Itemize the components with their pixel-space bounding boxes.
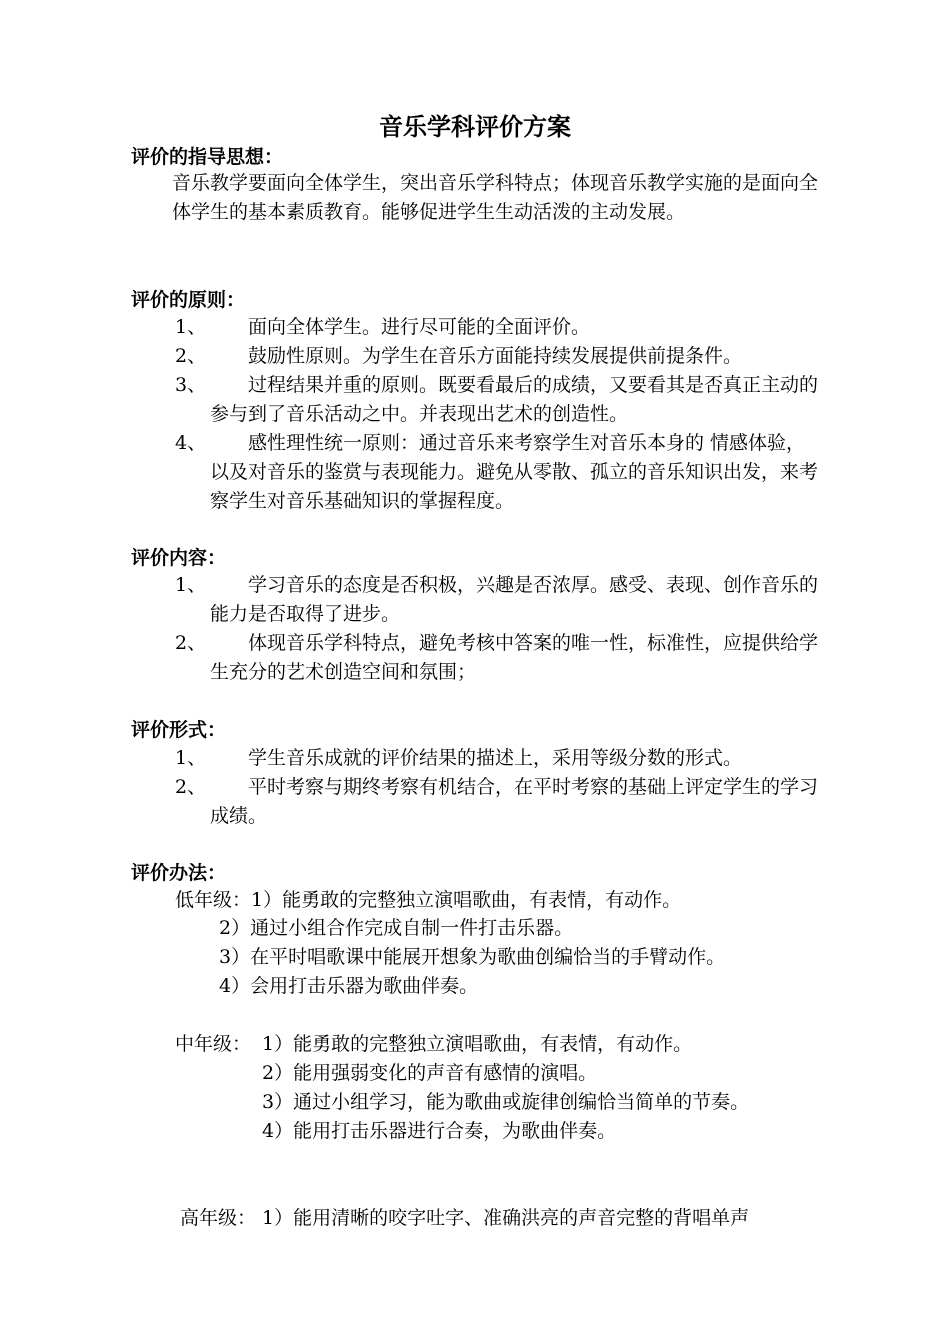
- item-number: 1、: [175, 747, 207, 769]
- content-item: [175, 571, 820, 629]
- mid-grade-line: 3）通过小组学习，能为歌曲或旋律创编恰当简单的节奏。: [262, 1091, 750, 1113]
- content-heading: 评价内容：: [131, 547, 227, 569]
- content-item: [175, 629, 820, 687]
- item-number: 2、: [175, 632, 207, 654]
- guiding-paragraph: 音乐教学要面向全体学生，突出音乐学科特点；体现音乐教学实施的是面向全体学生的基本素质教育。能够促进学生生动活泼的主动发展。: [172, 172, 819, 223]
- guiding-heading: 评价的指导思想：: [131, 146, 284, 168]
- low-grade-line: 3）在平时唱歌课中能展开想象为歌曲创编恰当的手臂动作。: [219, 946, 726, 968]
- method-heading: 评价办法：: [131, 862, 227, 884]
- mid-grade-line: 4）能用打击乐器进行合奏，为歌曲伴奏。: [262, 1120, 617, 1142]
- mid-grade-line: 1）能勇敢的完整独立演唱歌曲，有表情，有动作。: [262, 1033, 693, 1055]
- item-text: 鼓励性原则。为学生在音乐方面能持续发展提供前提条件。: [248, 345, 743, 367]
- principle-item: [175, 429, 820, 516]
- item-text: 体现音乐学科特点，避免考核中答案的唯一性，标准性，应提供给学生充分的艺术创造空间和氛围；: [210, 632, 819, 683]
- item-text: 学习音乐的态度是否积极，兴趣是否浓厚。感受、表现、创作音乐的能力是否取得了进步。: [210, 574, 819, 625]
- low-grade-line: 1）能勇敢的完整独立演唱歌曲，有表情，有动作。: [251, 889, 682, 911]
- principle-item: [175, 313, 820, 342]
- document-title: 音乐学科评价方案: [379, 112, 571, 141]
- item-number: 1、: [175, 316, 207, 338]
- principle-item: [175, 342, 820, 371]
- mid-grade-line: 2）能用强弱变化的声音有感情的演唱。: [262, 1062, 598, 1084]
- item-number: 3、: [175, 374, 207, 396]
- low-grade-label: 低年级：: [175, 889, 252, 911]
- low-grade-line: 2）通过小组合作完成自制一件打击乐器。: [219, 917, 574, 939]
- low-grade-line: 4）会用打击乐器为歌曲伴奏。: [219, 975, 479, 997]
- item-number: 2、: [175, 345, 207, 367]
- item-number: 1、: [175, 574, 207, 596]
- form-heading: 评价形式：: [131, 719, 227, 741]
- item-text: 学生音乐成就的评价结果的描述上，采用等级分数的形式。: [248, 747, 743, 769]
- item-text: 过程结果并重的原则。既要看最后的成绩，又要看其是否真正主动的参与到了音乐活动之中。并表现出艺术的创造性。: [210, 374, 819, 425]
- principle-item: [175, 371, 820, 429]
- high-grade-label: 高年级：: [180, 1207, 257, 1229]
- item-text: 面向全体学生。进行尽可能的全面评价。: [248, 316, 591, 338]
- item-text: 感性理性统一原则：通过音乐来考察学生对音乐本身的 情感体验，以及对音乐的鉴赏与表现能力。避免从零散、孤立的音乐知识出发，来考察学生对音乐基础知识的掌握程度。: [210, 432, 819, 512]
- item-text: 平时考察与期终考察有机结合，在平时考察的基础上评定学生的学习成绩。: [210, 776, 819, 827]
- item-number: 2、: [175, 776, 207, 798]
- mid-grade-label: 中年级：: [175, 1033, 252, 1055]
- principles-heading: 评价的原则：: [131, 289, 246, 311]
- item-number: 4、: [175, 432, 207, 454]
- form-item: [175, 773, 820, 831]
- form-item: [175, 744, 820, 773]
- high-grade-line: 1）能用清晰的咬字吐字、准确洪亮的声音完整的背唱单声: [262, 1207, 750, 1229]
